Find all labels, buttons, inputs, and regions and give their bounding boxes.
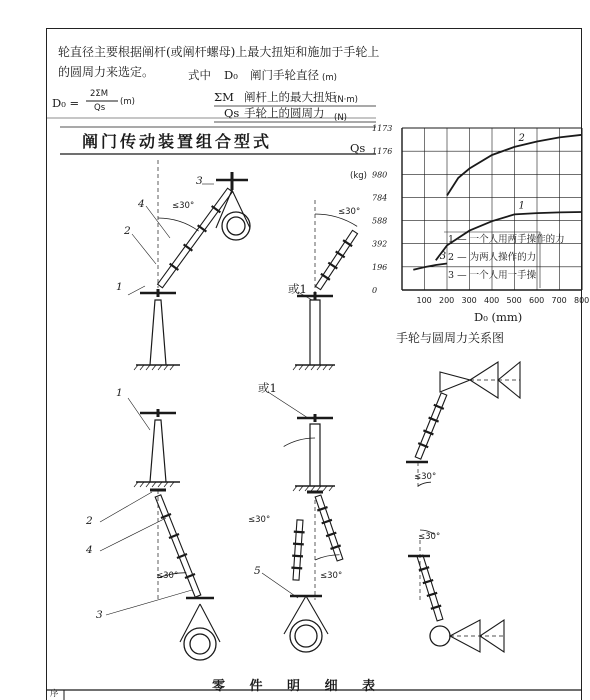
formula-denominator: Qs [94, 103, 106, 113]
def2-text: 阐杆上的最大扭矩 [244, 90, 336, 104]
angle-label-c: ≤30° [156, 571, 179, 581]
chart-series-2-curve-label: 2 [518, 132, 525, 144]
assembly-b-column-hatch [329, 365, 333, 370]
assembly-c-shaft [155, 495, 201, 597]
assembly-a-top-wheel-inner [227, 217, 245, 235]
chart-ytick-label: 196 [372, 262, 388, 272]
header-line-1: 轮直径主要根据阐杆(或阐杆螺母)上最大扭矩和施加于手轮上 [58, 45, 380, 59]
angle-label-d: ≤30° [248, 515, 271, 525]
assembly-a-pedestal-hatch [140, 365, 144, 370]
assembly-d-column-hatch [329, 486, 333, 491]
assembly-c-angle-arc [158, 573, 186, 578]
section-title: 阐门传动装置组合型式 [82, 132, 273, 151]
label-4-top: 4 [138, 198, 145, 210]
assembly-d-column-hatch [317, 486, 321, 491]
def3-text: 手轮上的圆周力 [244, 106, 325, 120]
assembly-b-column-hatch [293, 365, 297, 370]
assembly-a-pedestal-hatch [170, 365, 174, 370]
chart-xtick-label: 500 [506, 296, 522, 305]
assembly-d-shaft-left-joint [294, 532, 305, 533]
chart-xtick-label: 600 [529, 296, 545, 305]
assembly-a-pedestal-hatch [146, 365, 150, 370]
label-1-top: 1 [116, 281, 123, 293]
assembly-c-pedestal-hatch [146, 482, 150, 487]
label-or1-top: 或1 [288, 282, 307, 296]
assembly-b-column-hatch [311, 365, 315, 370]
angle-label-f: ≤30° [414, 472, 437, 482]
chart-legend-entry-3: 3 — 一个人用一手操 [448, 270, 537, 281]
chart-ylabel: Qs [350, 141, 366, 155]
assembly-a-pedestal-hatch [134, 365, 138, 370]
chart-ylabel-unit: (kg) [350, 171, 367, 181]
assembly-a-leader-2 [132, 234, 156, 264]
assembly-d-leader-5 [262, 573, 298, 598]
assembly-d-shaft-left-joint [291, 568, 302, 569]
assembly-a-shaft [158, 188, 233, 288]
angle-label-e: ≤30° [320, 571, 343, 581]
assembly-b-column-hatch [299, 365, 303, 370]
chart-xtick-label: 100 [416, 296, 432, 305]
chart-ytick-label: 784 [372, 193, 388, 203]
label-3-bottom: 3 [96, 609, 103, 621]
assembly-d-column-body [310, 424, 320, 486]
chart-legend-entry-1: 1 — 一个人用两手操作的力 [448, 234, 565, 245]
assembly-a-pedestal-hatch [152, 365, 156, 370]
assembly-b-column-hatch [317, 365, 321, 370]
assembly-d-shaft-left-joint [292, 556, 303, 557]
table-first-cell: 序 [50, 689, 59, 699]
label-5: 5 [254, 565, 261, 577]
assembly-d-column-hatch [299, 486, 303, 491]
def1-text: 阐门手轮直径 [250, 68, 319, 82]
def3-symbol: Qs [224, 106, 240, 120]
label-1-mid: 1 [116, 387, 123, 399]
assembly-c-pedestal-hatch [170, 482, 174, 487]
formula-numerator: 2ΣM [90, 89, 109, 99]
formula-lhs: D₀ = [52, 96, 80, 110]
label-3-top: 3 [196, 175, 203, 187]
chart-xtick-label: 200 [439, 296, 455, 305]
chart-title: 手轮与圆周力关系图 [396, 331, 505, 345]
assembly-f-shaft [417, 555, 443, 621]
assembly-c-leader-2 [100, 492, 152, 522]
assembly-c-leader-3 [106, 590, 192, 615]
assembly-c-pedestal-hatch [152, 482, 156, 487]
assembly-d-column-hatch [293, 486, 297, 491]
label-4-bottom: 4 [86, 544, 93, 556]
def3-unit: (N) [334, 113, 347, 123]
formula-unit: (m) [120, 97, 135, 107]
chart-series-3-curve-label: 3 [439, 251, 447, 263]
label-2-bottom: 2 [86, 515, 93, 527]
label-or1-mid: 或1 [258, 381, 277, 395]
label-2-top: 2 [124, 225, 131, 237]
chart-ytick-label: 1176 [372, 147, 393, 157]
chart-ytick-label: 392 [372, 239, 388, 249]
assembly-e-cap [440, 372, 470, 392]
assembly-b-angle-arc [315, 214, 357, 226]
chart-ytick-label: 588 [372, 216, 388, 226]
assembly-d-column-hatch [311, 486, 315, 491]
assembly-f-gear [430, 626, 450, 646]
assembly-c-pedestal-hatch [164, 482, 168, 487]
assembly-b-column-body [310, 300, 320, 365]
assembly-c-pedestal-body [150, 420, 166, 482]
chart-xtick-label: 800 [574, 296, 590, 305]
table-title: 零 件 明 细 表 [212, 679, 386, 694]
assembly-d-column-hatch [305, 486, 309, 491]
assembly-d-shaft-left-joint [293, 544, 304, 545]
assembly-b-column-hatch [323, 365, 327, 370]
assembly-d-leader-or1 [268, 392, 308, 418]
assembly-c-pedestal-hatch [140, 482, 144, 487]
def1-unit: (m) [322, 73, 337, 83]
def1-prefix: 式中 [188, 68, 211, 82]
assembly-e-angle-arc [418, 482, 431, 486]
assembly-b-column-hatch [305, 365, 309, 370]
assembly-d-lower-wheel-spokes [284, 596, 328, 634]
chart-xtick-label: 400 [484, 296, 500, 305]
def2-unit: (N·m) [334, 95, 358, 105]
angle-label-b: ≤30° [338, 207, 361, 217]
assembly-a-pedestal-body [150, 300, 166, 365]
assembly-b-shaft [315, 230, 357, 289]
header-line-2: 的圆周力来选定。 [58, 65, 155, 79]
assembly-a-pedestal-hatch [164, 365, 168, 370]
chart-xtick-label: 700 [551, 296, 567, 305]
assembly-d-lower-wheel-rim-inner [295, 625, 317, 647]
angle-label-g: ≤30° [418, 532, 441, 542]
angle-label-a: ≤30° [172, 201, 195, 211]
assembly-f-angle-arc [420, 530, 434, 534]
chart-series-1-curve-label: 1 [518, 200, 525, 212]
chart-xlabel: D₀ (mm) [474, 310, 523, 324]
assembly-d-shaft-right [315, 495, 343, 561]
assembly-a-angle-arc [158, 218, 199, 231]
assembly-c-pedestal-hatch [134, 482, 138, 487]
chart-ytick-label: 0 [372, 286, 378, 295]
assembly-c-lower-wheel-rim-outer [184, 628, 216, 660]
chart-legend-entry-2: 2 — 为两人操作的力 [448, 252, 537, 263]
chart-xtick-label: 300 [461, 296, 477, 305]
assembly-c-pedestal-hatch [158, 482, 162, 487]
assembly-d-shaft-left [293, 520, 303, 580]
assembly-c-leader-4 [100, 518, 166, 551]
def2-symbol: ΣM [214, 90, 234, 104]
assembly-d-column-hatch [323, 486, 327, 491]
chart-ytick-label: 1173 [372, 124, 393, 133]
chart-ytick-label: 980 [372, 170, 388, 180]
assembly-e-shaft [415, 393, 447, 459]
assembly-c-lower-wheel-rim-inner [190, 634, 210, 654]
assembly-a-pedestal-hatch [158, 365, 162, 370]
def1-symbol: D₀ [224, 68, 238, 82]
assembly-a-top-wheel-outer [222, 212, 250, 240]
